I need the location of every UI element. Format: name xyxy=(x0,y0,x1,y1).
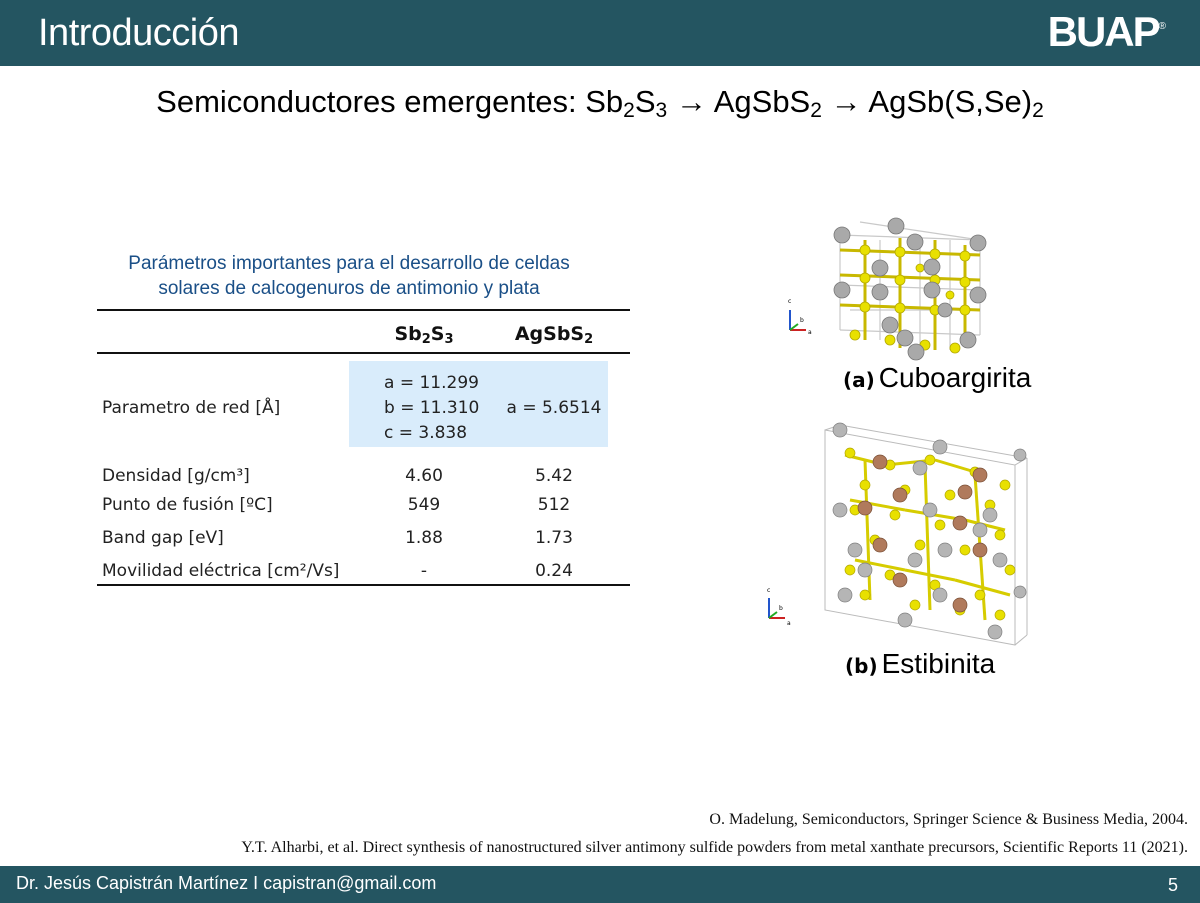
mobility-sb2s3: - xyxy=(420,561,428,581)
subtitle-part: → AgSb(S,Se) xyxy=(821,84,1033,119)
buap-logo xyxy=(1048,8,1166,56)
slide-subtitle xyxy=(0,84,1200,123)
header-bar xyxy=(0,0,1200,66)
subtitle-part: S xyxy=(634,84,656,119)
caption-line: Parámetros importantes para el desarrollo de celdas xyxy=(128,253,570,274)
subtitle-sub: 2 xyxy=(810,99,822,122)
lattice-c: c = 3.838 xyxy=(384,423,468,443)
axis-c-label: c xyxy=(788,298,792,305)
slide-title: Introducción xyxy=(38,12,240,54)
axis-a-label: a xyxy=(808,329,812,336)
reference-2: Y.T. Alharbi, et al. Direct synthesis of nanostructured silver antimony sulfide powders from metal xanthate precursors, Scientific Reports 11 (2021). xyxy=(241,839,1188,856)
subtitle-sub: 3 xyxy=(655,99,668,122)
melting-agsbs2: 512 xyxy=(537,495,571,515)
melting-sb2s3: 549 xyxy=(407,495,441,515)
caption-line: solares de calcogenuros de antimonio y plata xyxy=(158,278,540,299)
table-bottom-rule xyxy=(97,584,630,586)
axis-b-label: b xyxy=(800,317,804,324)
row-label-melting: Punto de fusión [ºC] xyxy=(102,495,273,515)
axis-b-label-b: b xyxy=(779,605,783,612)
density-sb2s3: 4.60 xyxy=(405,466,443,486)
lattice-agsbs2: a = 5.6514 xyxy=(506,398,602,418)
page-number: 5 xyxy=(1167,875,1178,895)
row-label-density: Densidad [g/cm³] xyxy=(102,466,250,486)
figure-a-label xyxy=(843,362,1031,394)
axis-c-label-b: c xyxy=(767,587,771,594)
stibnite-crystal-image xyxy=(755,420,1035,650)
row-label-mobility: Movilidad eléctrica [cm²/Vs] xyxy=(102,561,340,581)
logo-text: BUAP xyxy=(1047,8,1159,55)
table-top-rule xyxy=(97,309,630,311)
col-header-agsbs2: AgSbS$_2$ xyxy=(514,323,594,347)
figure-a-name: Cuboargirita xyxy=(878,362,1032,393)
figure-b-name: Estibinita xyxy=(881,648,996,679)
axis-a-label-b: a xyxy=(787,620,791,627)
bandgap-sb2s3: 1.88 xyxy=(405,528,443,548)
subtitle-part: → AgSbS xyxy=(667,84,811,119)
table-caption xyxy=(96,251,602,301)
reference-1: O. Madelung, Semiconductors, Springer Science & Business Media, 2004. xyxy=(709,811,1188,828)
density-agsbs2: 5.42 xyxy=(535,466,573,486)
footer-author: Dr. Jesús Capistrán Martínez I capistran@gmail.com xyxy=(16,873,437,893)
subtitle-sub: 2 xyxy=(623,99,635,122)
footer-bar xyxy=(0,866,1200,903)
figure-b-label xyxy=(845,648,995,680)
mobility-agsbs2: 0.24 xyxy=(535,561,573,581)
figure-b-tag: (b) xyxy=(845,654,878,678)
logo-mark: ® xyxy=(1158,21,1166,32)
subtitle-part: Semiconductores emergentes: Sb xyxy=(156,84,624,119)
subtitle-sub: 2 xyxy=(1032,99,1044,122)
lattice-a: a = 11.299 xyxy=(384,373,479,393)
cuboargyrite-crystal-image xyxy=(780,210,1000,365)
row-label-bandgap: Band gap [eV] xyxy=(102,528,224,548)
bandgap-agsbs2: 1.73 xyxy=(535,528,573,548)
figure-a-tag: (a) xyxy=(843,368,875,392)
lattice-b: b = 11.310 xyxy=(384,398,480,418)
col-header-sb2s3: $Sb_2S_3$ xyxy=(394,323,454,347)
row-label-lattice: Parametro de red [Å] xyxy=(102,398,281,418)
table-header-rule xyxy=(97,352,630,354)
